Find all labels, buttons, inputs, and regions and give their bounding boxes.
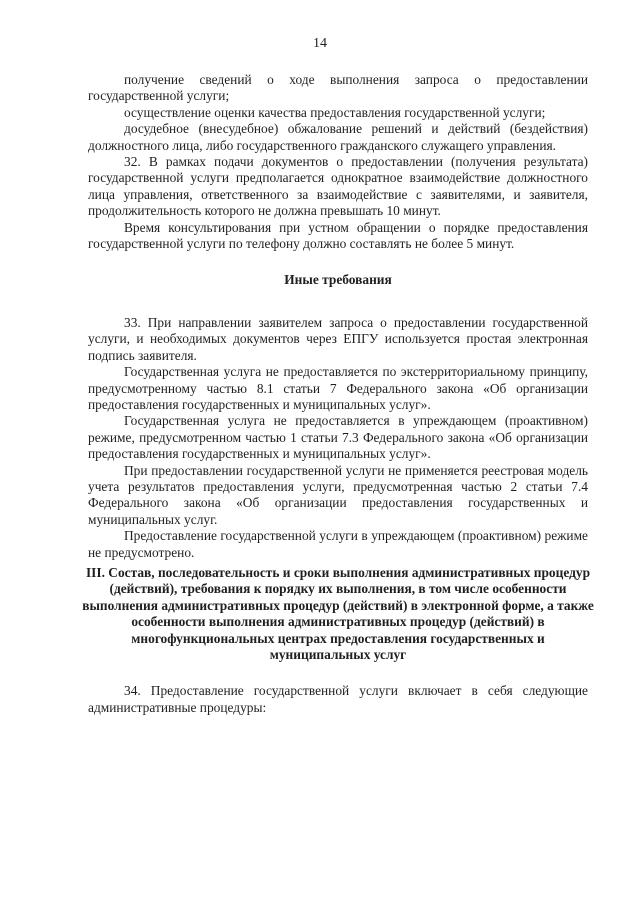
spacer bbox=[88, 663, 588, 683]
paragraph-32: 32. В рамках подачи документов о предоставлении (получения результата) государственной услуги предполагается однократное взаимодействие должностного лица управления, ответственного за взаимодействие с заявителями, и заявителя, продолжительность которого не должна превышать 10 минут. bbox=[88, 154, 588, 219]
paragraph-33: 33. При направлении заявителем запроса о предоставлении государственной услуги, и необходимых документов через ЕПГУ используется простая электронная подпись заявителя. bbox=[88, 314, 588, 363]
paragraph: Государственная услуга не предоставляется по экстерриториальному принципу, предусмотренному частью 8.1 статьи 7 Федерального закона «Об организации предоставления государственных и муниципальных услуг». bbox=[88, 364, 588, 412]
paragraph: осуществление оценки качества предоставления государственной услуги; bbox=[124, 104, 546, 120]
paragraph: досудебное (внесудебное) обжалование решений и действий (бездействия) должностного лица, либо государственного гражданского служащего управления. bbox=[88, 121, 588, 153]
page-number: 14 bbox=[313, 36, 327, 51]
document-body bbox=[82, 72, 594, 716]
paragraph: При предоставлении государственной услуги не применяется реестровая модель учета результатов предоставления услуги, предусмотренная частью 2 статьи 7.4 Федерального закона «Об организации предоставления государственных и муниципальных услуг. bbox=[88, 462, 588, 527]
paragraph: получение сведений о ходе выполнения запроса о предоставлении государственной услуги; bbox=[88, 72, 588, 104]
paragraph-34: 34. Предоставление государственной услуги включает в себя следующие административные процедуры: bbox=[88, 683, 588, 715]
subheading-other-requirements: Иные требования bbox=[284, 272, 392, 288]
paragraph: Время консультирования при устном обращении о порядке предоставления государственной услуги по телефону должно составлять не более 5 минут. bbox=[88, 219, 588, 252]
section-heading-iii: III. Состав, последовательность и сроки выполнения административных процедур (действий), требования к порядку их выполнения, в том числе особенности выполнения административных процедур (действий) в электронной форме, а также особенности выполнения административных процедур (действий) в многофункциональных центрах предоставления государственных и муниципальных услуг bbox=[82, 564, 594, 662]
paragraph: Государственная услуга не предоставляется в упреждающем (проактивном) режиме, предусмотренном частью 1 статьи 7.3 Федерального закона «Об организации предоставления государственных и муниципальных услуг». bbox=[88, 413, 588, 462]
paragraph: Предоставление государственной услуги в упреждающем (проактивном) режиме не предусмотрено. bbox=[88, 528, 588, 560]
